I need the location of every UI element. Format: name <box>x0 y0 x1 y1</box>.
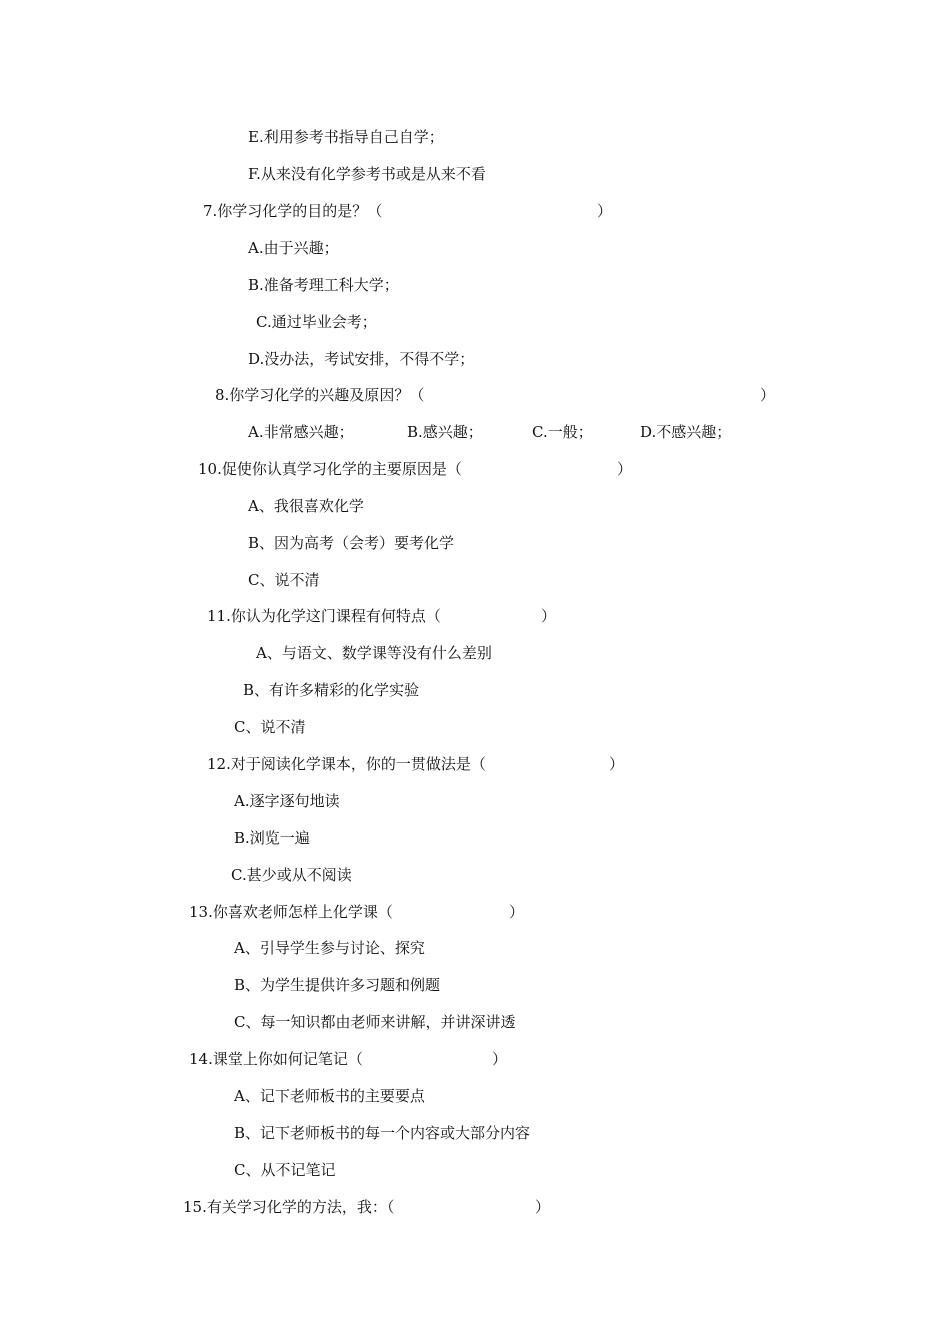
question-10: 10.促使你认真学习化学的主要原因是（ <box>198 460 462 478</box>
question-15: 15.有关学习化学的方法，我：（ <box>183 1198 395 1216</box>
answer-paren-close-11: ） <box>541 607 557 625</box>
answer-paren-close-13: ） <box>509 903 525 921</box>
option-8c: C.一般； <box>532 423 593 441</box>
option-7a: A.由于兴趣； <box>248 239 339 257</box>
option-14a: A、记下老师板书的主要要点 <box>234 1087 425 1105</box>
question-11: 11.你认为化学这门课程有何特点（ <box>207 607 441 625</box>
option-7c: C.通过毕业会考； <box>256 313 377 331</box>
option-6e: E.利用参考书指导自己自学； <box>248 128 444 146</box>
option-13a: A、引导学生参与讨论、探究 <box>234 939 425 957</box>
question-8: 8.你学习化学的兴趣及原因？（ <box>215 386 425 404</box>
question-14: 14.课堂上你如何记笔记（ <box>189 1050 363 1068</box>
option-7d: D.没办法，考试安排，不得不学； <box>248 350 475 368</box>
option-14b: B、记下老师板书的每一个内容或大部分内容 <box>234 1124 531 1142</box>
answer-paren-close-8: ） <box>760 386 776 404</box>
option-13c: C、每一知识都由老师来讲解，并讲深讲透 <box>234 1013 516 1031</box>
option-11c: C、说不清 <box>234 718 306 736</box>
option-10b: B、因为高考（会考）要考化学 <box>248 534 455 552</box>
option-11a: A、与语文、数学课等没有什么差别 <box>256 644 492 662</box>
option-13b: B、为学生提供许多习题和例题 <box>234 976 441 994</box>
answer-paren-close-15: ） <box>535 1198 551 1216</box>
option-11b: B、有许多精彩的化学实验 <box>243 681 420 699</box>
question-12: 12.对于阅读化学课本，你的一贯做法是（ <box>207 755 486 773</box>
option-8b: B.感兴趣； <box>407 423 483 441</box>
question-13: 13.你喜欢老师怎样上化学课（ <box>189 903 393 921</box>
option-10a: A、我很喜欢化学 <box>248 497 364 515</box>
answer-paren-close-14: ） <box>492 1050 508 1068</box>
answer-paren-close-7: ） <box>597 202 613 220</box>
option-10c: C、说不清 <box>248 571 320 589</box>
option-12b: B.浏览一遍 <box>234 829 310 847</box>
option-12a: A.逐字逐句地读 <box>234 792 340 810</box>
answer-paren-close-10: ） <box>617 460 633 478</box>
option-8d: D.不感兴趣； <box>640 423 732 441</box>
option-14c: C、从不记笔记 <box>234 1161 336 1179</box>
option-6f: F.从来没有化学参考书或是从来不看 <box>248 165 486 183</box>
option-7b: B.准备考理工科大学； <box>248 276 399 294</box>
answer-paren-close-12: ） <box>609 755 625 773</box>
option-12c: C.甚少或从不阅读 <box>231 866 352 884</box>
option-8a: A.非常感兴趣； <box>248 423 354 441</box>
question-7: 7.你学习化学的目的是？（ <box>203 202 383 220</box>
